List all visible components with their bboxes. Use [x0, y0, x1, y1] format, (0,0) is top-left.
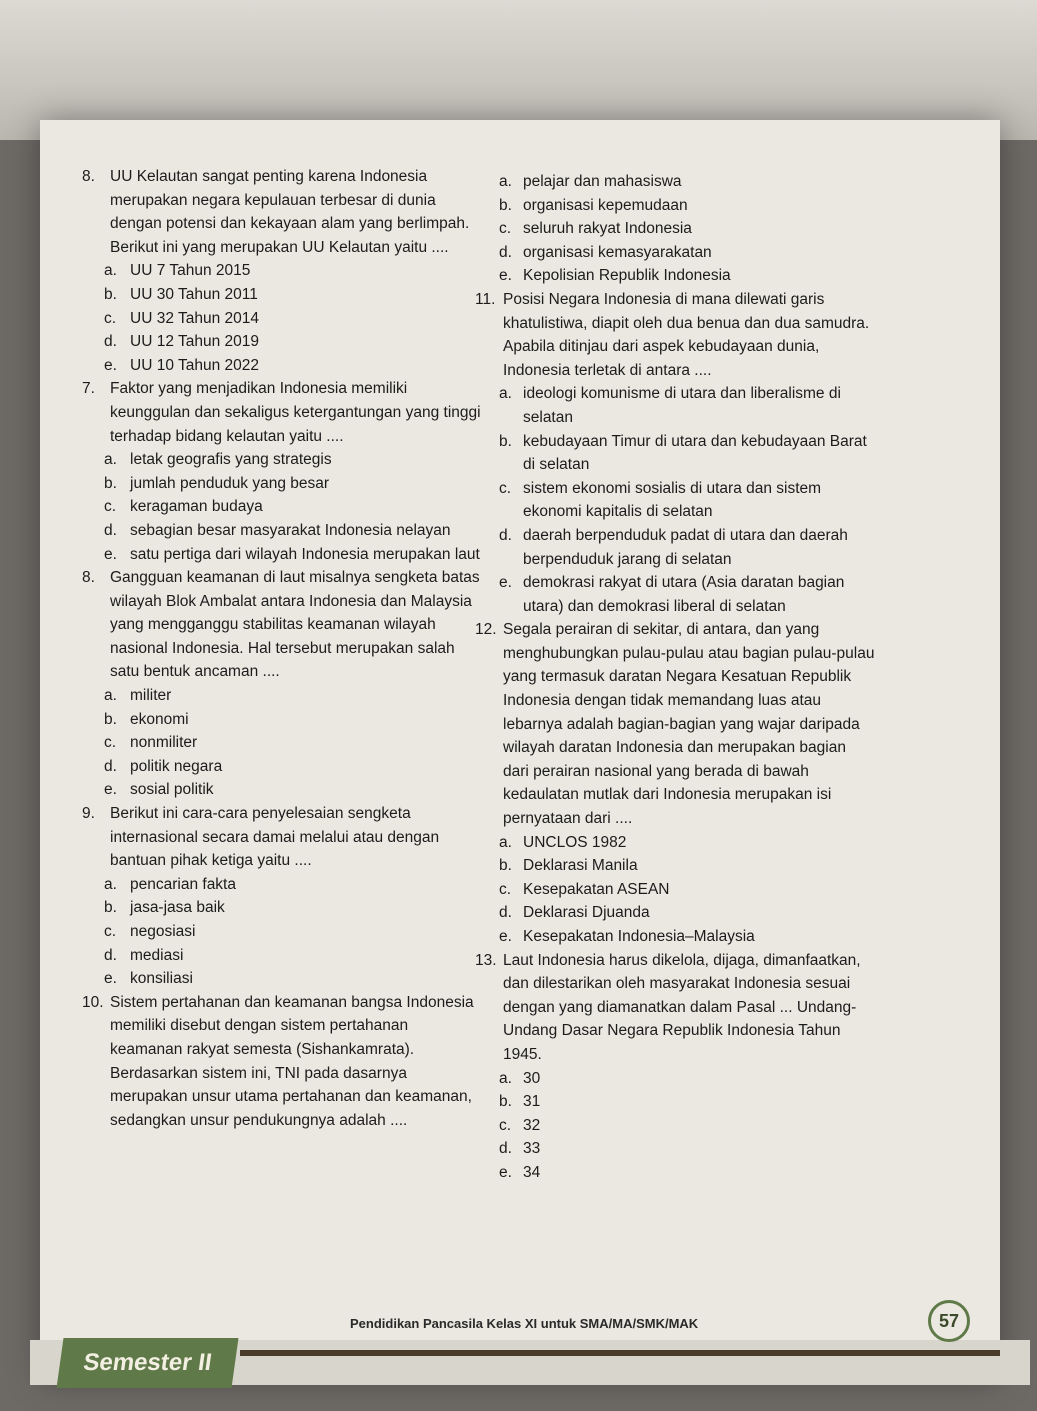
option-text: UU 7 Tahun 2015 — [130, 262, 251, 280]
option-text: sistem ekonomi sosialis di utara dan sistem ekonomi kapitalis di selatan — [523, 479, 822, 521]
option-letter: b. — [104, 285, 117, 303]
question — [82, 802, 482, 873]
question-text: Sistem pertahanan dan keamanan bangsa Indonesia memiliki disebut dengan sistem pertahanan keamanan rakyat semesta (Sishankamrata). Berdasarkan sistem ini, TNI pada dasarnya merupakan unsur utama pertahanan dan keamanan, sedangkan unsur pendukungnya adalah .... — [110, 993, 474, 1129]
question-text: Gangguan keamanan di laut misalnya sengketa batas wilayah Blok Ambalat antara Indonesia dan Malaysia yang mengganggu stabilitas keamanan wilayah nasional Indonesia. Hal tersebut merupakan salah satu bentuk ancaman .... — [110, 569, 480, 681]
option-text: ideologi komunisme di utara dan liberalisme di selatan — [523, 385, 841, 426]
option-text: sebagian besar masyarakat Indonesia nelayan — [130, 521, 451, 539]
question-number: 7. — [82, 380, 95, 398]
answer-option — [475, 1090, 875, 1114]
option-text: pencarian fakta — [130, 875, 236, 893]
option-text: 32 — [523, 1116, 541, 1134]
option-letter: e. — [499, 574, 512, 592]
option-text: seluruh rakyat Indonesia — [523, 220, 692, 238]
option-text: politik negara — [130, 757, 223, 775]
option-letter: d. — [499, 904, 512, 922]
option-text: jumlah penduduk yang besar — [130, 474, 330, 492]
option-letter: d. — [499, 243, 512, 261]
option-letter: a. — [499, 385, 512, 403]
option-letter: d. — [104, 757, 117, 775]
answer-option — [475, 1137, 875, 1161]
option-letter: d. — [499, 1140, 512, 1158]
option-letter: c. — [104, 498, 117, 516]
answer-option — [475, 194, 875, 218]
option-letter: a. — [104, 451, 117, 469]
option-text: Kepolisian Republik Indonesia — [523, 267, 731, 285]
answer-option — [475, 901, 875, 925]
option-letter: c. — [104, 923, 117, 940]
answer-option — [475, 854, 875, 878]
answer-option — [475, 430, 875, 477]
option-letter: b. — [499, 1093, 512, 1111]
option-letter: c. — [499, 220, 512, 238]
option-letter: e. — [499, 1163, 512, 1181]
question-text: UU Kelautan sangat penting karena Indonesia merupakan negara kepulauan terbesar di dunia dengan potensi dan kekayaan alam yang berlimpah. Berikut ini yang merupakan UU Kelautan yaitu .... — [110, 168, 470, 256]
option-letter: a. — [104, 687, 117, 705]
answer-option — [475, 382, 875, 429]
option-letter: a. — [499, 833, 512, 851]
option-text: daerah berpenduduk padat di utara dan daerah berpenduduk jarang di selatan — [523, 526, 848, 568]
option-letter: b. — [104, 474, 117, 492]
question — [82, 377, 482, 448]
option-letter: b. — [499, 432, 512, 450]
question-text: Berikut ini cara-cara penyelesaian sengketa internasional secara damai melalui atau dengan bantuan pihak ketiga yaitu .... — [110, 805, 440, 870]
option-text: nonmiliter — [130, 734, 198, 752]
answer-option — [475, 925, 875, 949]
option-text: 34 — [523, 1163, 541, 1181]
answer-option — [82, 543, 482, 567]
question-number: 11. — [475, 290, 496, 308]
answer-option — [475, 524, 875, 571]
option-text: kebudayaan Timur di utara dan kebudayaan Barat di selatan — [523, 432, 867, 474]
option-letter: b. — [499, 857, 512, 875]
option-text: 30 — [523, 1069, 541, 1087]
footer-ribbon — [240, 1350, 1000, 1356]
answer-option — [82, 259, 482, 283]
answer-option — [82, 708, 482, 732]
answer-option — [82, 519, 482, 543]
option-text: jasa-jasa baik — [130, 899, 225, 917]
answer-option — [475, 170, 875, 194]
question — [475, 288, 875, 382]
question — [475, 949, 875, 1067]
option-letter: c. — [104, 734, 117, 752]
answer-option — [475, 241, 875, 265]
option-letter: e. — [499, 928, 512, 945]
option-text: organisasi kepemudaan — [523, 196, 688, 214]
option-letter: c. — [499, 1116, 512, 1134]
answer-option — [82, 778, 482, 802]
option-text: UNCLOS 1982 — [523, 833, 627, 851]
answer-option — [82, 896, 482, 920]
answer-option — [475, 831, 875, 855]
answer-option — [82, 873, 482, 897]
option-text: UU 10 Tahun 2022 — [130, 356, 259, 374]
option-letter: b. — [104, 710, 117, 728]
option-letter: a. — [104, 262, 117, 280]
option-text: UU 32 Tahun 2014 — [130, 309, 259, 327]
option-text: mediasi — [130, 946, 184, 964]
answer-option — [475, 1161, 875, 1185]
answer-option — [82, 920, 482, 944]
option-text: keragaman budaya — [130, 498, 263, 516]
option-letter: d. — [104, 521, 117, 539]
option-letter: a. — [499, 1069, 512, 1087]
option-letter: e. — [499, 267, 512, 285]
answer-option — [82, 731, 482, 755]
answer-option — [475, 878, 875, 902]
background-top — [0, 0, 1037, 140]
right-column — [475, 170, 875, 1185]
question — [475, 618, 875, 830]
answer-option — [82, 283, 482, 307]
option-text: konsiliasi — [130, 970, 193, 988]
option-letter: d. — [499, 526, 512, 544]
answer-option — [82, 330, 482, 354]
answer-option — [82, 755, 482, 779]
option-text: militer — [130, 687, 172, 705]
option-letter: d. — [104, 333, 117, 351]
option-text: UU 30 Tahun 2011 — [130, 285, 258, 303]
semester-label: Semester II — [56, 1338, 238, 1388]
option-letter: b. — [104, 899, 117, 917]
option-letter: e. — [104, 545, 117, 563]
question-number: 9. — [82, 805, 95, 823]
question-text: Posisi Negara Indonesia di mana dilewati garis khatulistiwa, diapit oleh dua benua dan dua samudra. Apabila ditinjau dari aspek kebudayaan dunia, Indonesia terletak di antara .... — [503, 290, 870, 379]
answer-option — [475, 571, 875, 618]
answer-option — [475, 1114, 875, 1138]
option-text: ekonomi — [130, 710, 189, 728]
answer-option — [82, 472, 482, 496]
question-number: 8. — [82, 168, 95, 185]
answer-option — [475, 264, 875, 288]
left-column — [82, 165, 482, 1132]
option-text: negosiasi — [130, 923, 196, 940]
option-text: Deklarasi Manila — [523, 857, 638, 875]
option-letter: a. — [499, 173, 512, 190]
answer-option — [475, 217, 875, 241]
option-letter: c. — [104, 309, 117, 327]
answer-option — [82, 307, 482, 331]
question-number: 13. — [475, 951, 497, 969]
answer-option — [82, 967, 482, 991]
option-text: demokrasi rakyat di utara (Asia daratan bagian utara) dan demokrasi liberal di selatan — [523, 574, 845, 615]
option-letter: b. — [499, 196, 512, 214]
option-text: UU 12 Tahun 2019 — [130, 333, 259, 351]
option-text: letak geografis yang strategis — [130, 451, 332, 469]
option-text: organisasi kemasyarakatan — [523, 243, 712, 261]
option-text: Deklarasi Djuanda — [523, 904, 650, 922]
option-letter: e. — [104, 970, 117, 988]
book-title: Pendidikan Pancasila Kelas XI untuk SMA/MA/SMK/MAK — [350, 1316, 699, 1331]
answer-option — [82, 495, 482, 519]
question-number: 12. — [475, 621, 497, 639]
answer-option — [475, 1067, 875, 1091]
option-text: 33 — [523, 1140, 541, 1158]
option-text: pelajar dan mahasiswa — [523, 173, 682, 190]
answer-option — [475, 477, 875, 524]
option-letter: a. — [104, 875, 117, 893]
option-letter: d. — [104, 946, 117, 964]
question-text: Segala perairan di sekitar, di antara, dan yang menghubungkan pulau-pulau atau bagian pulau-pulau yang termasuk daratan Negara Kesatuan Republik Indonesia dengan tidak memandang luas atau lebarnya adalah bagian-bagian yang wajar daripada wilayah daratan Indonesia dan merupakan bagian dari perairan nasional yang berada di bawah kedaulatan mutlak dari Indonesia merupakan isi pernyataan dari .... — [503, 621, 875, 828]
question-text: Faktor yang menjadikan Indonesia memiliki keunggulan dan sekaligus ketergantungan yang tinggi terhadap bidang kelautan yaitu .... — [110, 380, 481, 445]
page-number: 57 — [928, 1300, 970, 1342]
option-text: sosial politik — [130, 781, 214, 799]
option-text: 31 — [523, 1093, 541, 1111]
answer-option — [82, 354, 482, 378]
question — [82, 566, 482, 684]
answer-option — [82, 448, 482, 472]
question — [82, 991, 482, 1133]
option-letter: c. — [499, 880, 512, 898]
question-text: Laut Indonesia harus dikelola, dijaga, dimanfaatkan, dan dilestarikan oleh masyarakat Indonesia sesuai dengan yang diamanatkan dalam Pasal ... Undang-Undang Dasar Negara Republik Indonesia Tahun 1945. — [503, 951, 861, 1063]
answer-option — [82, 944, 482, 968]
answer-option — [82, 684, 482, 708]
option-letter: e. — [104, 781, 117, 799]
option-text: Kesepakatan Indonesia–Malaysia — [523, 928, 755, 945]
question-number: 10. — [82, 993, 104, 1011]
question-number: 8. — [82, 569, 95, 587]
option-text: satu pertiga dari wilayah Indonesia merupakan laut — [130, 545, 480, 563]
option-letter: e. — [104, 356, 117, 374]
question — [82, 165, 482, 259]
option-text: Kesepakatan ASEAN — [523, 880, 670, 898]
option-letter: c. — [499, 479, 512, 497]
